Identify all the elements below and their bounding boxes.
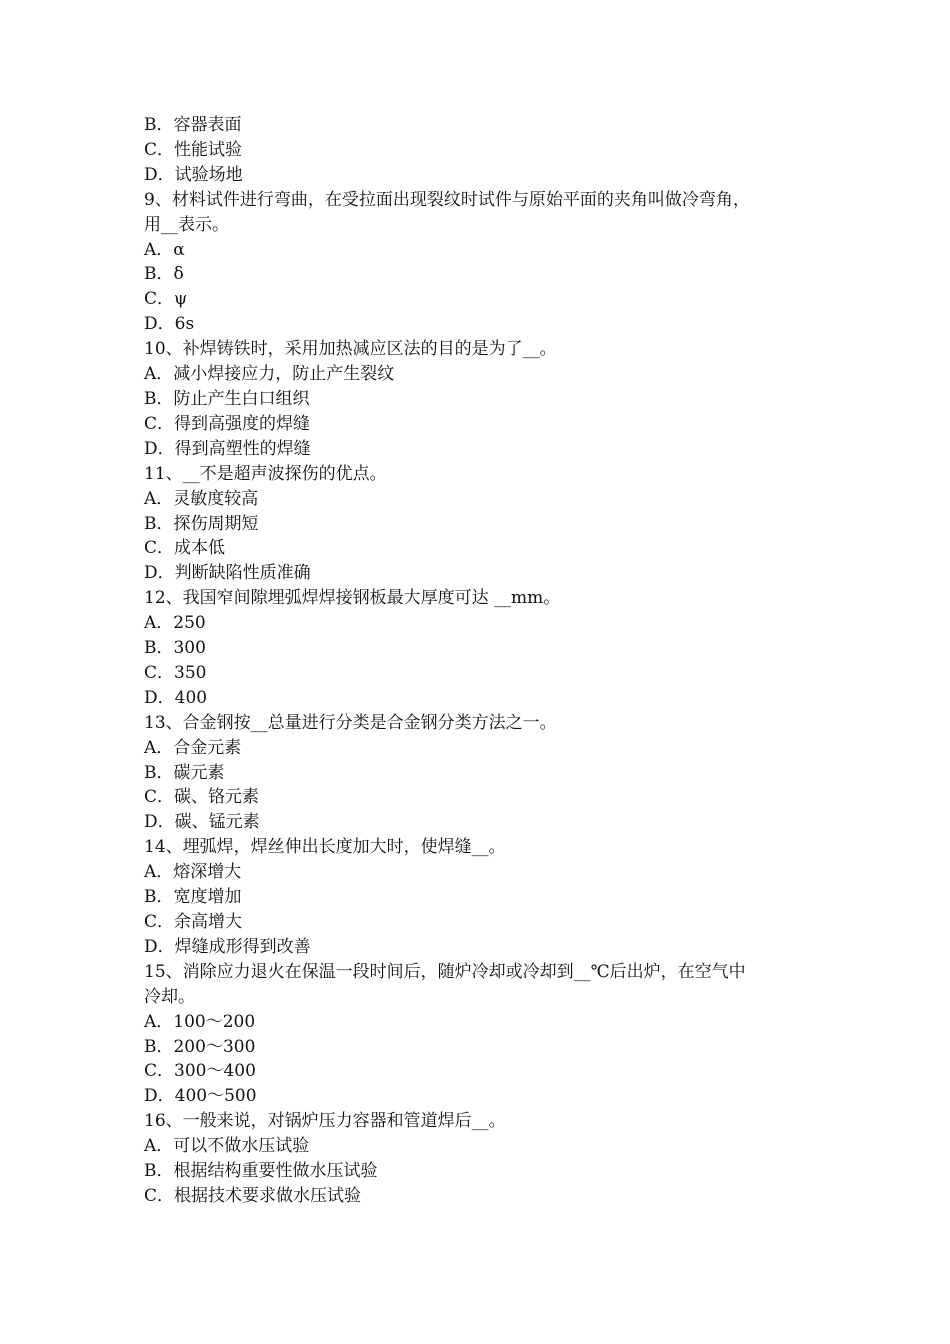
- question-text: 用__表示。: [144, 214, 229, 235]
- answer-option: D．判断缺陷性质准确: [144, 563, 311, 584]
- answer-option: B．容器表面: [144, 115, 242, 135]
- question-text: 16、一般来说，对锅炉压力容器和管道焊后__。: [144, 1111, 506, 1132]
- answer-option: C．得到高强度的焊缝: [144, 413, 311, 434]
- answer-option: C．性能试验: [144, 139, 243, 160]
- answer-option: B．防止产生白口组织: [144, 388, 310, 409]
- answer-option: B．碳元素: [144, 762, 225, 783]
- answer-option: D．试验场地: [144, 164, 243, 185]
- answer-option: D．碳、锰元素: [144, 812, 260, 833]
- answer-option: A．100～200: [144, 1011, 256, 1032]
- question-text: 12、我国窄间隙埋弧焊焊接钢板最大厚度可达 __mm。: [144, 588, 561, 609]
- answer-option: D．400～500: [144, 1086, 257, 1107]
- answer-option: B．200～300: [144, 1036, 256, 1057]
- answer-option: C．余高增大: [144, 912, 243, 932]
- question-text: 14、埋弧焊，焊丝伸出长度加大时，使焊缝__。: [144, 837, 506, 858]
- answer-option: B．宽度增加: [144, 887, 242, 908]
- question-text: 9、材料试件进行弯曲，在受拉面出现裂纹时试件与原始平面的夹角叫做冷弯角，: [144, 189, 750, 210]
- answer-option: D．6s: [144, 314, 195, 335]
- answer-option: A．减小焊接应力，防止产生裂纹: [144, 364, 395, 385]
- answer-option: A．灵敏度较高: [144, 488, 259, 509]
- answer-option: C．300～400: [144, 1061, 256, 1082]
- answer-option: A．熔深增大: [144, 862, 242, 883]
- answer-option: A．α: [144, 239, 185, 260]
- answer-option: D．得到高塑性的焊缝: [144, 438, 311, 459]
- answer-option: B．探伤周期短: [144, 513, 259, 534]
- question-text: 11、__不是超声波探伤的优点。: [144, 463, 387, 484]
- answer-option: B．δ: [144, 264, 184, 285]
- question-text: 冷却。: [144, 986, 195, 1007]
- answer-option: C．根据技术要求做水压试验: [144, 1185, 362, 1206]
- answer-option: A．合金元素: [144, 737, 242, 758]
- question-text: 10、补焊铸铁时，采用加热减应区法的目的是为了__。: [144, 339, 557, 360]
- answer-option: B．根据结构重要性做水压试验: [144, 1161, 378, 1182]
- answer-option: C．350: [144, 662, 207, 683]
- answer-option: A．可以不做水压试验: [144, 1136, 310, 1157]
- document-body: [144, 113, 824, 1209]
- answer-option: C．ψ: [144, 289, 188, 310]
- answer-option: B．300: [144, 638, 206, 659]
- question-text: 15、消除应力退火在保温一段时间后，随炉冷却或冷却到__℃后出炉，在空气中: [144, 961, 746, 982]
- answer-option: D．400: [144, 687, 208, 708]
- answer-option: D．焊缝成形得到改善: [144, 936, 311, 957]
- question-text: 13、合金钢按__总量进行分类是合金钢分类方法之一。: [144, 712, 557, 733]
- answer-option: C．成本低: [144, 538, 226, 559]
- answer-option: A．250: [144, 613, 206, 634]
- answer-option: C．碳、铬元素: [144, 787, 260, 808]
